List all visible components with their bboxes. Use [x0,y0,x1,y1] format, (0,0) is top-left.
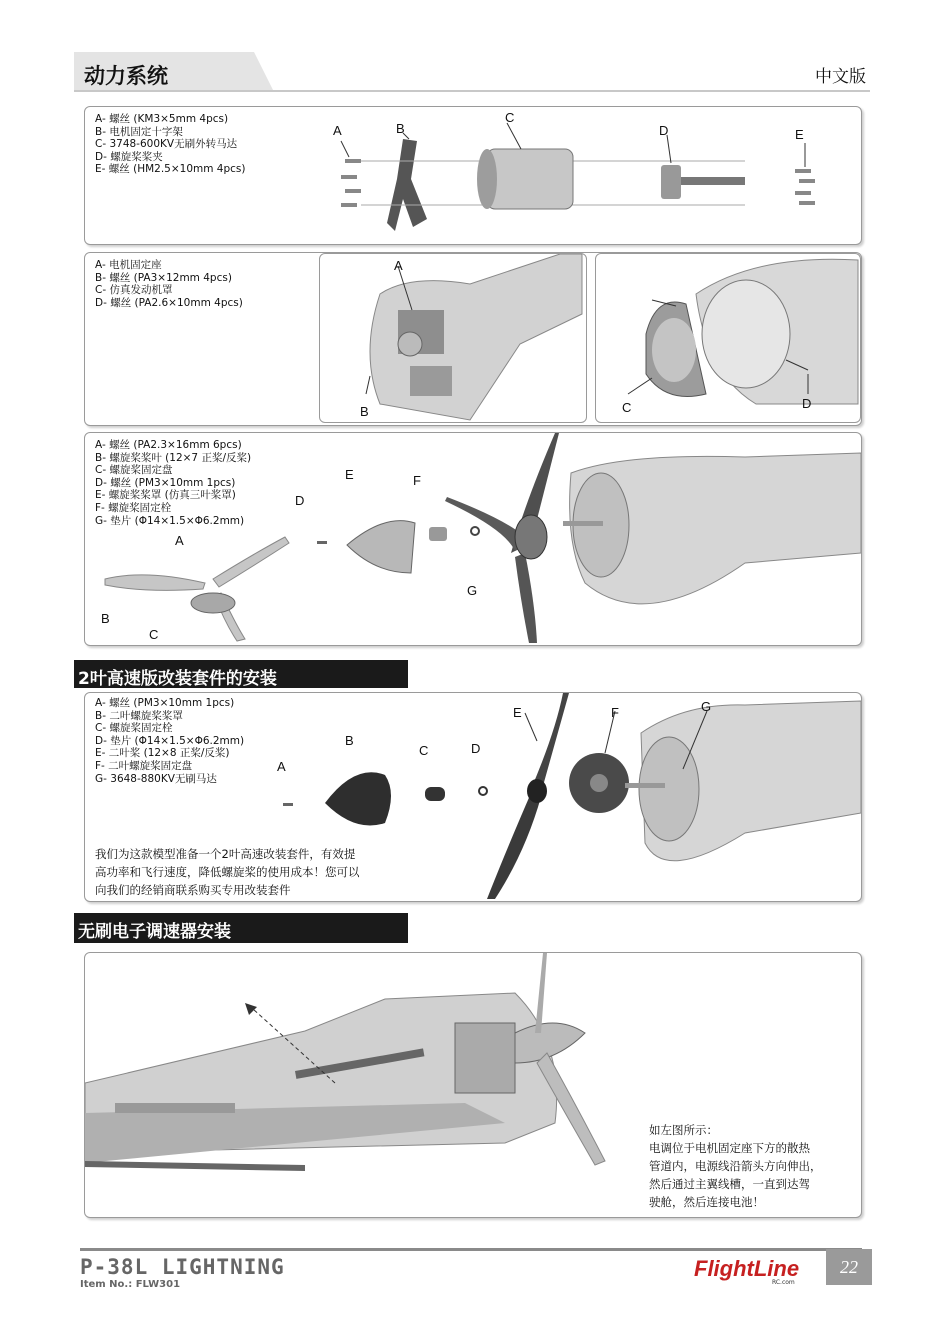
note-line: 管道内，电源线沿箭头方向伸出， [649,1159,822,1173]
callout-a: A [277,759,286,774]
parts-item: E- 二叶桨 (12×8 正桨/反桨) [95,747,230,760]
parts-item: E- 螺旋桨桨罩 (仿真三叶桨罩) [95,489,236,502]
callout-g: G [467,583,478,598]
cowl-illustration [596,254,860,422]
language-label: 中文版 [815,67,866,87]
note-line: 我们为这款模型准备一个2叶高速改装套件，有效提 [95,847,356,861]
step2-panel [84,252,862,426]
callout-b: B [345,733,354,748]
callout-e: E [513,705,522,720]
cowl-inset [595,253,861,423]
callout-d: D [471,741,481,756]
esc-install-panel [84,952,862,1218]
page-header [74,52,870,94]
note-line: 电调位于电机固定座下方的散热 [649,1141,810,1155]
step1-panel [84,106,862,245]
callout-d: D [295,493,305,508]
callout-f: F [413,473,421,488]
step1-parts-list [95,113,246,176]
parts-item: A- 螺丝 (PA2.3×16mm 6pcs) [95,439,242,451]
callout-e: E [345,467,354,482]
brand-logo: FlightLine [694,1256,800,1281]
parts-item: F- 二叶螺旋桨固定盘 [95,759,193,772]
parts-item: E- 螺丝 (HM2.5×10mm 4pcs) [95,163,246,176]
parts-item: A- 电机固定座 [95,259,162,271]
motor-mount-inset [319,253,587,423]
callout-c: C [505,110,515,125]
section-heading-esc: 无刷电子调速器安装 [74,913,408,943]
parts-item: B- 电机固定十字架 [95,125,183,138]
page-title: 动力系统 [84,64,168,88]
note-line: 然后通过主翼线槽，一直到达驾 [649,1177,810,1191]
note-line: 如左图所示： [649,1123,718,1137]
two-blade-panel [84,692,862,902]
step3-panel [84,432,862,646]
header-rule [74,90,870,92]
callout-f: F [611,705,619,720]
step2-parts-list [95,259,243,309]
brand-domain: RC.com [772,1279,795,1286]
parts-item: G- 3648-880KV无刷马达 [95,772,217,785]
callout-b: B [360,404,369,419]
footer-rule [80,1248,862,1251]
parts-item: C- 仿真发动机罩 [95,284,173,297]
callout-b: B [101,611,110,626]
parts-item: D- 螺丝 (PM3×10mm 1pcs) [95,476,236,489]
parts-item: G- 垫片 (Φ14×1.5×Φ6.2mm) [95,514,245,527]
parts-item: D- 垫片 (Φ14×1.5×Φ6.2mm) [95,734,245,747]
note-line: 高功率和飞行速度，降低螺旋桨的使用成本！您可以 [95,865,360,879]
parts-item: A- 螺丝 (KM3×5mm 4pcs) [95,113,229,125]
callout-c: C [149,627,159,642]
parts-item: C- 3748-600KV无刷外转马达 [95,138,238,151]
parts-item: D- 螺旋桨桨夹 [95,150,163,163]
callout-d: D [802,396,812,411]
parts-item: F- 螺旋桨固定栓 [95,501,172,514]
callout-a: A [175,533,184,548]
three-blade-prop-illustration [85,433,861,645]
note-line: 向我们的经销商联系购买专用改装套件 [95,883,291,897]
parts-item: D- 螺丝 (PA2.6×10mm 4pcs) [95,296,243,309]
callout-c: C [419,743,429,758]
item-number: Item No.: FLW301 [80,1279,181,1290]
callout-c: C [622,400,632,415]
parts-item: B- 二叶螺旋桨桨罩 [95,709,183,722]
parts-item: B- 螺旋桨桨叶 (12×7 正桨/反桨) [95,451,252,464]
page-number: 22 [826,1249,872,1285]
section-heading-2blade: 2叶高速版改装套件的安装 [74,660,408,688]
parts-item: B- 螺丝 (PA3×12mm 4pcs) [95,271,232,284]
callout-d: D [659,123,669,138]
callout-a: A [394,258,403,273]
upgrade-kit-note [95,845,360,899]
callout-g: G [701,699,712,714]
note-line: 驶舱，然后连接电池！ [649,1195,764,1209]
motor-mount-illustration [320,254,586,422]
callout-b: B [396,121,405,136]
esc-instructions-note [649,1121,822,1211]
parts-item: A- 螺丝 (PM3×10mm 1pcs) [95,697,235,709]
model-name: P-38L LIGHTNING [80,1255,285,1279]
callout-e: E [795,127,804,142]
parts-item: C- 螺旋桨固定盘 [95,464,173,477]
callout-a: A [333,123,342,138]
parts-item: C- 螺旋桨固定栓 [95,722,173,735]
